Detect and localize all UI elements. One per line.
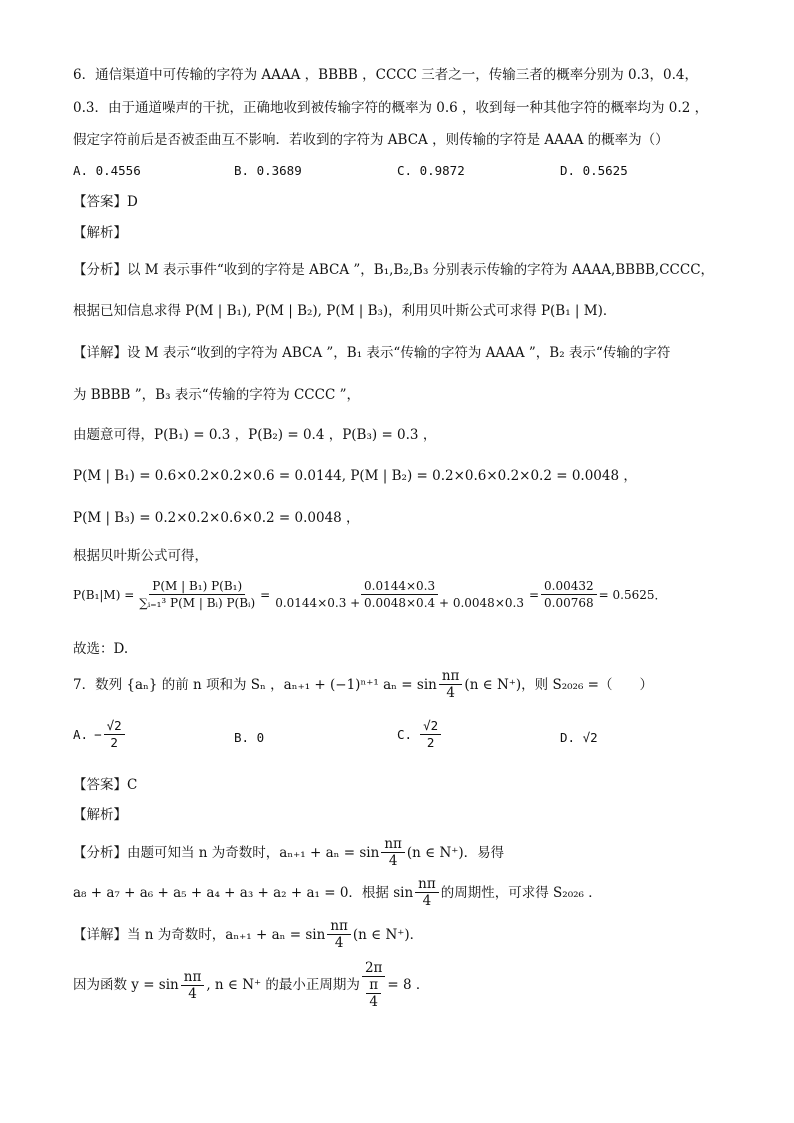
- q7-option-c: [397, 718, 443, 751]
- q7-option-a-den: 2: [110, 735, 118, 750]
- q7-analysis2-post: 的周期性，可求得 S₂₀₂₆ ．: [440, 884, 602, 901]
- q7-period-line: [73, 960, 429, 1010]
- q7-answer: 【答案】C: [73, 777, 138, 793]
- q6-stem-line1: 6．通信渠道中可传输的字符为 AAAA ，BBBB ，CCCC 三者之一，传输三者的概率分别为 0.3，0.4，: [73, 67, 698, 83]
- bayes-f2-denominator: 0.0144×0.3 + 0.0048×0.4 + 0.0048×0.3: [275, 596, 524, 610]
- q7-period-frac2-den-den: 4: [369, 994, 378, 1010]
- q7-period-mid: , n ∈ N⁺ 的最小正周期为: [206, 977, 360, 993]
- q7-option-a-label: A.: [73, 727, 89, 742]
- q7-period-fraction: [181, 969, 205, 1002]
- q7-period-frac2-den: [363, 977, 384, 1010]
- q7-analysis-frac-num: nπ: [381, 836, 405, 853]
- q7-option-a-sign: −: [94, 727, 102, 742]
- bayes-f1-numerator: P(M | B₁) P(B₁): [149, 578, 245, 595]
- q6-detail-line5: P(M | B₃) = 0.2×0.2×0.6×0.2 = 0.0048 ，: [73, 510, 360, 526]
- q6-detail-line1: 【详解】设 M 表示“收到的字符为 ABCA ”，B₁ 表示“传输的字符为 AAAA ”，B₂ 表示“传输的字符: [73, 345, 671, 361]
- q7-stem: [73, 668, 653, 701]
- q7-period-frac-den: 4: [188, 985, 197, 1002]
- q7-detail-frac-num: nπ: [327, 918, 351, 935]
- q6-choose: 故选：D.: [73, 641, 129, 657]
- q7-detail-post: (n ∈ N⁺)．: [352, 926, 424, 943]
- q6-detail-line4: P(M | B₁) = 0.6×0.2×0.2×0.6 = 0.0144, P(M | B₂) = 0.2×0.6×0.2×0.2 = 0.0048 ，: [73, 468, 637, 484]
- q7-analysis2-pre: a₈ + a₇ + a₆ + a₅ + a₄ + a₃ + a₂ + a₁ = 0．根据 sin: [73, 884, 414, 901]
- q7-option-c-fraction: [420, 718, 441, 751]
- q7-period-pre: 因为函数 y = sin: [73, 977, 179, 993]
- q7-jiexi-heading: 【解析】: [73, 807, 127, 823]
- q7-analysis-frac-den: 4: [388, 853, 398, 869]
- bayes-fraction-1: [136, 578, 258, 611]
- q7-period-post: = 8 ．: [387, 977, 430, 993]
- q7-stem-fraction: [439, 668, 463, 701]
- q7-stem-pre: 7．数列 {aₙ} 的前 n 项和为 Sₙ ，aₙ₊₁ + (−1)ⁿ⁺¹ aₙ = sin: [73, 676, 437, 693]
- q7-period-frac-num: nπ: [181, 969, 205, 986]
- q7-option-a-fraction: [104, 718, 125, 751]
- q7-option-a: [73, 718, 127, 751]
- q7-period-frac2-den-num: π: [366, 977, 381, 994]
- bayes-f3-numerator: 0.00432: [541, 578, 597, 595]
- q6-option-c: C. 0.9872: [397, 163, 465, 178]
- q7-detail-line1: [73, 918, 423, 951]
- q7-detail-pre: 【详解】当 n 为奇数时，aₙ₊₁ + aₙ = sin: [73, 926, 326, 943]
- q7-analysis2-fraction: [415, 876, 439, 909]
- q6-stem-line2: 0.3．由于通道噪声的干扰，正确地收到被传输字符的概率为 0.6 ，收到每一种其他字符的概率均为 0.2 ，: [73, 100, 709, 116]
- q7-detail-frac-den: 4: [334, 935, 344, 951]
- q6-detail-line2: 为 BBBB ”，B₃ 表示“传输的字符为 CCCC ”，: [73, 387, 360, 403]
- q6-bayes-formula: [73, 578, 667, 611]
- bayes-f2-numerator: 0.0144×0.3: [361, 578, 438, 595]
- q6-answer: 【答案】D: [73, 194, 138, 210]
- bayes-fraction-3: [541, 578, 597, 611]
- q7-analysis2-frac-num: nπ: [415, 876, 439, 893]
- q7-option-c-den: 2: [426, 735, 435, 750]
- q7-analysis-line1: [73, 836, 504, 869]
- q7-analysis-pre: 【分析】由题可知当 n 为奇数时，aₙ₊₁ + aₙ = sin: [73, 844, 380, 861]
- q7-analysis-post: (n ∈ N⁺)．易得: [406, 844, 505, 861]
- q7-period-frac2-num: 2π: [362, 960, 385, 977]
- q6-analysis-line1: 【分析】以 M 表示事件“收到的字符是 ABCA ”，B₁,B₂,B₃ 分别表示传输的字符为 AAAA,BBBB,CCCC，: [73, 262, 715, 278]
- equals-sign: =: [528, 587, 540, 602]
- bayes-lhs: P(B₁|M) =: [73, 587, 135, 602]
- bayes-f1-denominator: ∑ᵢ₌₁³ P(M | Bᵢ) P(Bᵢ): [139, 596, 256, 610]
- q7-analysis-line2: [73, 876, 602, 909]
- q6-option-d: D. 0.5625: [560, 163, 628, 178]
- bayes-f3-denominator: 0.00768: [544, 596, 594, 610]
- q7-option-a-num: √2: [104, 718, 125, 735]
- q6-analysis-line2: 根据已知信息求得 P(M | B₁), P(M | B₂), P(M | B₃)，利用贝叶斯公式可求得 P(B₁ | M)．: [73, 303, 617, 319]
- bayes-fraction-2: [272, 578, 527, 611]
- q7-option-b: B. 0: [234, 730, 265, 745]
- q7-detail-fraction: [327, 918, 351, 951]
- q7-option-d: D. √2: [560, 730, 598, 745]
- q6-detail-line6: 根据贝叶斯公式可得，: [73, 548, 208, 564]
- q7-stem-post: (n ∈ N⁺)，则 S₂₀₂₆ =（ ）: [464, 676, 653, 693]
- q7-period-fraction2: [362, 960, 385, 1010]
- q6-stem-line3: 假定字符前后是否被歪曲互不影响．若收到的字符为 ABCA ，则传输的字符是 AAAA 的概率为（）: [73, 132, 669, 148]
- q7-stem-frac-num: nπ: [439, 668, 463, 685]
- q7-analysis2-frac-den: 4: [422, 893, 432, 909]
- bayes-result: = 0.5625．: [598, 587, 667, 602]
- q7-analysis-fraction: [381, 836, 405, 869]
- q7-option-c-num: √2: [420, 718, 441, 735]
- equals-sign: =: [260, 587, 271, 602]
- q7-stem-frac-den: 4: [446, 685, 455, 701]
- q6-jiexi-heading: 【解析】: [73, 225, 127, 241]
- q7-option-c-label: C.: [397, 727, 413, 742]
- q6-detail-line3: 由题意可得，P(B₁) = 0.3 ，P(B₂) = 0.4 ，P(B₃) = 0.3 ，: [73, 427, 437, 443]
- q6-option-b: B. 0.3689: [234, 163, 302, 178]
- q6-option-a: A. 0.4556: [73, 163, 141, 178]
